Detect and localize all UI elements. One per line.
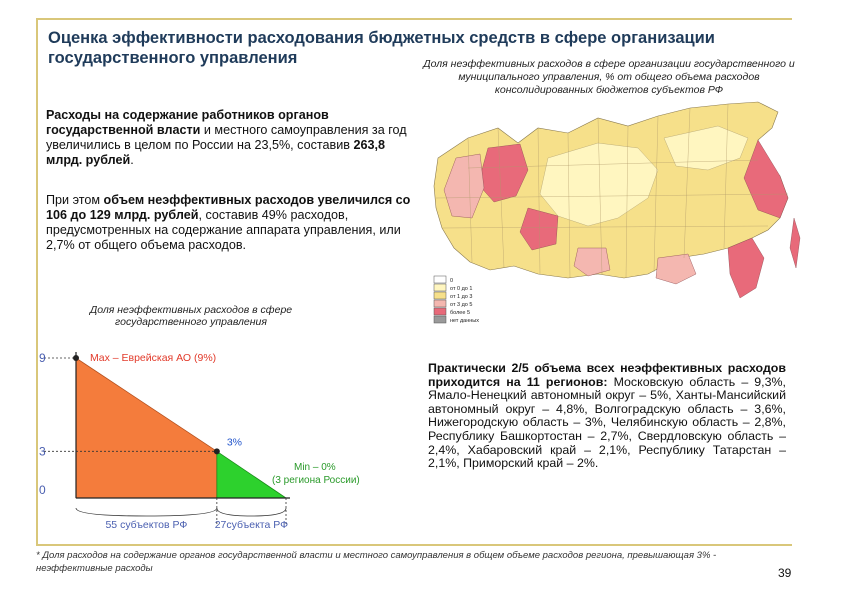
annotation-min: Min – 0% xyxy=(294,462,336,473)
annotation-min-regions: (3 региона России) xyxy=(272,475,360,486)
legend-label-1: от 0 до 1 xyxy=(450,286,473,292)
legend-label-2: от 1 до 3 xyxy=(450,294,473,300)
paragraph-inefficient xyxy=(46,193,414,253)
page-number: 39 xyxy=(778,566,792,580)
p1-text-b: . xyxy=(130,153,134,167)
legend-label-3: от 3 до 5 xyxy=(450,302,473,308)
p2-text-a: При этом xyxy=(46,193,104,207)
legend-label-5: нет данных xyxy=(450,318,480,324)
chart-title: Доля неэффективных расходов в сфере государственного управления xyxy=(89,304,293,328)
slide-title: Оценка эффективности расходования бюджетных средств в сфере организации государственного управления xyxy=(48,29,715,67)
y-tick-label-9: 9 xyxy=(39,351,46,365)
y-tick-label-3: 3 xyxy=(39,444,46,459)
russia-map xyxy=(428,98,812,324)
regions-text-bold: Практически 2/5 объема всех неэффективных расходов приходится на 11 регионов: xyxy=(428,361,786,389)
p2-bold: объем неэффективных расходов увеличился со 106 до 129 млрд. рублей xyxy=(46,193,411,222)
map-caption: Доля неэффективных расходов в сфере организации государственного и муниципального управления, % от общего объема расходов консолидированных бюджетов субъектов РФ xyxy=(423,58,795,96)
regions-text-rest: Московскую область – 9,3%, Ямало-Ненецкий автономный округ – 5%, Ханты-Мансийский автономный округ – 4,8%, Волгоградскую область – 3,6%, Нижегородскую область – 3%, Челябинскую область – 2,8%, Республику Башкортостан – 2,7%, Свердловскую область – 2,4%, Хабаровский край – 2,1%, Республику Татарстан – 2,1%, Приморский край – 2%. xyxy=(428,374,786,471)
share-chart xyxy=(36,330,396,535)
annotation-threshold: 3% xyxy=(226,436,243,449)
annotation-max: Max – Еврейская АО (9%) xyxy=(90,352,217,364)
paragraph-expenses xyxy=(46,108,414,168)
x-label-high-segment: 55 субъектов РФ xyxy=(105,519,188,531)
regions-text xyxy=(428,362,786,471)
point-max xyxy=(73,355,79,361)
area-high-segment xyxy=(76,358,217,498)
frame-top-line xyxy=(36,18,792,20)
p1-bold-2: 263,8 млрд. рублей xyxy=(46,138,385,167)
legend-label-4: более 5 xyxy=(450,310,471,316)
frame-bottom-line xyxy=(36,544,792,546)
brace-low-segment xyxy=(217,508,286,516)
point-threshold xyxy=(214,448,220,454)
footnote: * Доля расходов на содержание органов государственной власти и местного самоуправления в общем объеме расходов региона, превышающая 3% - неэффективные расходы xyxy=(36,550,717,574)
legend-label-0: 0 xyxy=(450,278,454,284)
y-tick-label-0: 0 xyxy=(39,483,46,497)
x-label-low-segment: 27субъекта РФ xyxy=(214,519,289,531)
p1-bold: Расходы на содержание работников органов государственной власти xyxy=(46,108,329,137)
brace-high-segment xyxy=(76,508,217,516)
p1-text-a: и местного самоуправления за год увеличились в целом по России на 23,5%, составив xyxy=(46,123,407,152)
p2-text-b: , составив 49% расходов, предусмотренных на содержание аппарата управления, или 2,7% от общего объема расходов. xyxy=(46,208,401,252)
